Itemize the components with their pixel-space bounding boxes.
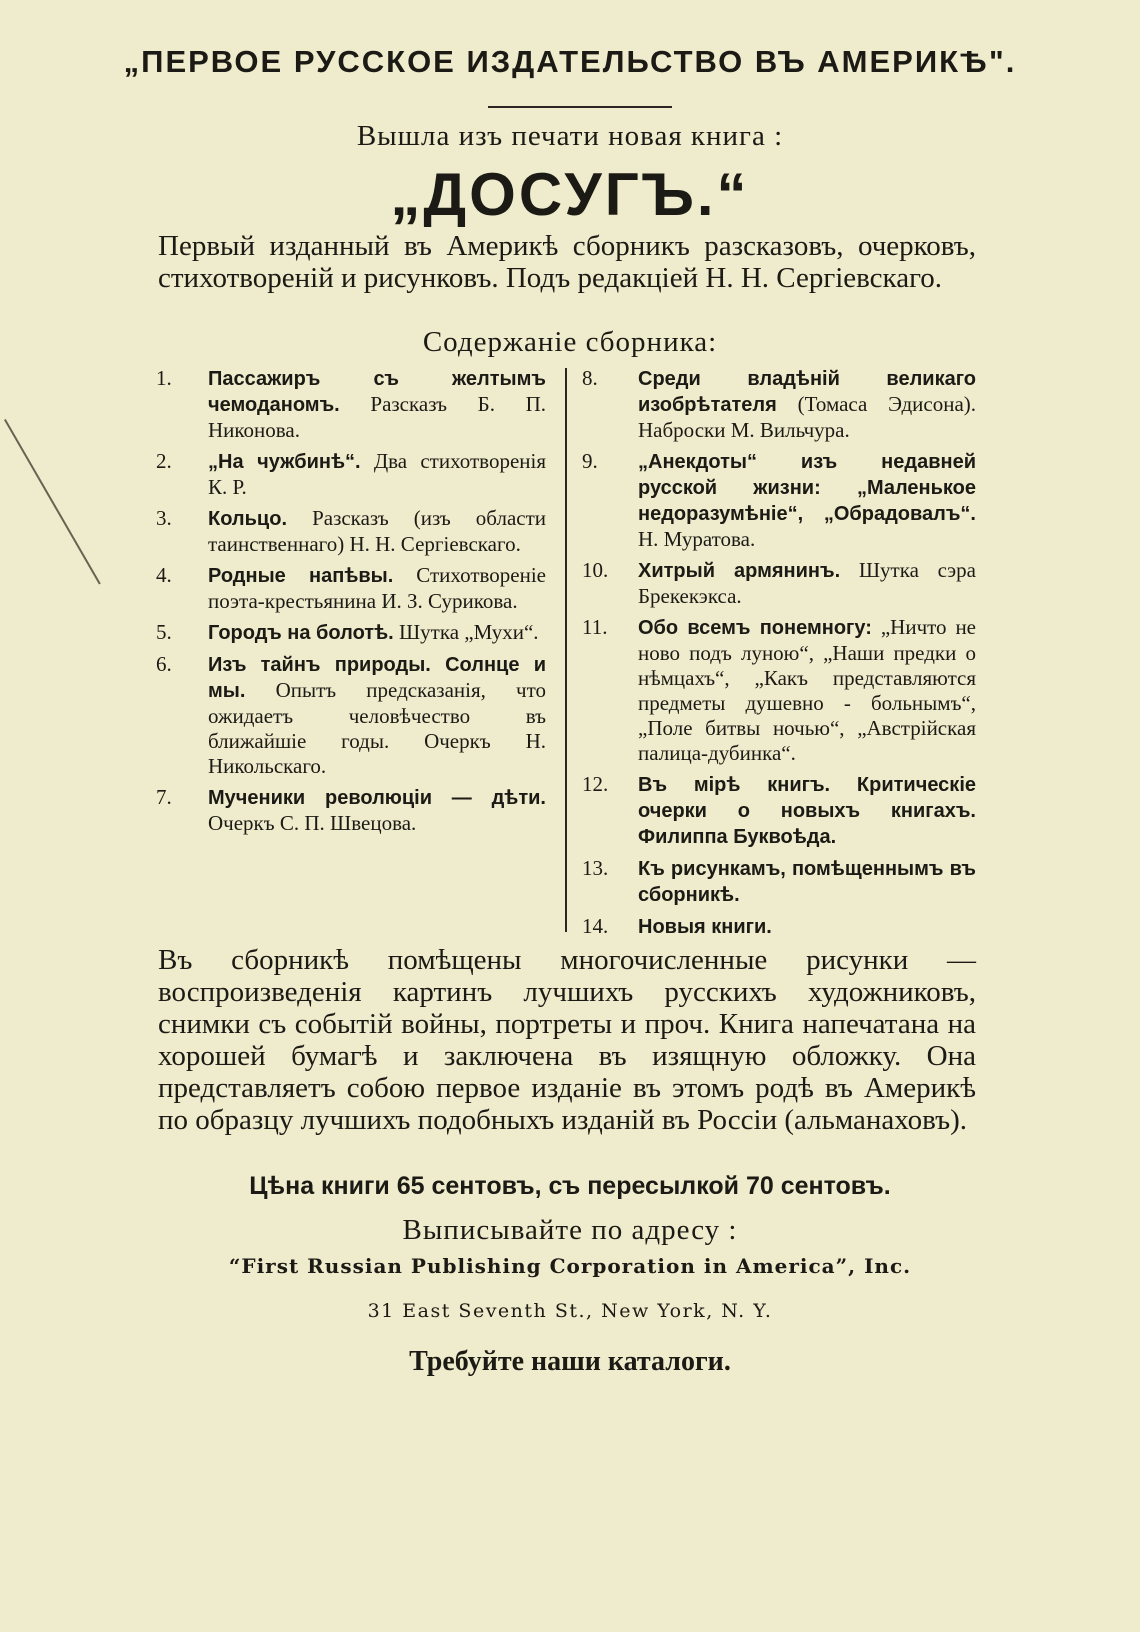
item-details: „Ничто не ново подъ луною“, „Наши предки о нѣмцахъ“, „Какъ представляются предметы душевно - больнымъ“, „Поле битвы ночью“, „Австрійская палица-дубинка“. — [638, 615, 977, 765]
item-number: 10. — [582, 558, 609, 582]
item-number: 12. — [582, 772, 609, 796]
item-details: Стихотвореніе поэта-крестьянина И. З. Сурикова. — [208, 563, 546, 613]
description-paragraph: Въ сборникѣ помѣщены многочисленные рисунки — воспроизведенія картинъ лучшихъ русскихъ художниковъ, снимки съ событій войны, портреты и проч. Книга напечатана на хорошей бумагѣ и заключена въ изящную обложку. Она представляетъ собою первое изданіе въ этомъ родѣ въ Америкѣ по образцу лучшихъ подобныхъ изданій въ Россіи (альманаховъ). — [158, 944, 976, 1136]
item-number: 11. — [582, 615, 608, 639]
item-details: Два стихотворенія К. Р. — [208, 449, 546, 499]
item-number: 9. — [582, 449, 598, 473]
item-title: Кольцо. — [208, 508, 287, 530]
contents-item — [582, 558, 976, 609]
item-number: 3. — [156, 506, 172, 530]
item-details: Шутка сэра Брекекэкса. — [638, 558, 977, 608]
item-title: Среди владѣній великаго изобрѣтателя — [638, 368, 976, 416]
margin-mark — [4, 419, 101, 585]
item-details: Разсказъ (изъ области таинственнаго) Н. Н. Сергіевскаго. — [208, 506, 547, 556]
item-title: Новыя книги. — [638, 916, 772, 938]
contents-item — [156, 563, 546, 614]
item-title: Обо всемъ понемногу: — [638, 617, 872, 639]
item-number: 8. — [582, 366, 598, 390]
contents-item — [582, 366, 976, 443]
item-number: 14. — [582, 914, 609, 938]
intro-paragraph: Первый изданный въ Америкѣ сборникъ разсказовъ, очерковъ, стихотвореній и рисунковъ. Подъ редакціей Н. Н. Сергіевскаго. — [158, 230, 976, 294]
item-title: Къ рисункамъ, помѣщеннымъ въ сборникѣ. — [638, 858, 976, 906]
publisher-heading: „ПЕРВОЕ РУССКОЕ ИЗДАТЕЛЬСТВО ВЪ АМЕРИКѢ". — [123, 44, 1017, 79]
item-title: „На чужбинѣ“. — [208, 451, 361, 473]
contents-item — [582, 914, 976, 940]
contents-right-column — [582, 366, 976, 946]
contents-item — [582, 615, 976, 766]
item-number: 4. — [156, 563, 172, 587]
item-number: 6. — [156, 652, 172, 676]
item-title: Мученики революціи — дѣти. — [208, 787, 546, 809]
catalog-request: Требуйте наши каталоги. — [409, 1346, 731, 1377]
item-title: Пассажиръ съ желтымъ чемоданомъ. — [208, 368, 546, 416]
contents-item — [582, 856, 976, 908]
item-details: Н. Муратова. — [638, 527, 756, 551]
item-title: Родные напѣвы. — [208, 565, 394, 587]
item-title: Городъ на болотѣ. — [208, 622, 394, 644]
contents-heading: Содержаніе сборника: — [422, 326, 718, 358]
divider-rule — [488, 106, 672, 108]
contents-item — [156, 620, 546, 646]
item-title: Изъ тайнъ природы. Солнце и мы. — [208, 654, 546, 702]
corporation-name: “First Russian Publishing Corporation in America”, Inc. — [228, 1254, 912, 1278]
item-title: Въ мірѣ книгъ. Критическіе очерки о новыхъ книгахъ. Филиппа Буквоѣда. — [638, 774, 976, 848]
item-title: Хитрый армянинъ. — [638, 560, 841, 582]
item-details: Очеркъ С. П. Швецова. — [208, 811, 417, 835]
price-line: Цѣна книги 65 сентовъ, съ пересылкой 70 сентовъ. — [249, 1172, 891, 1200]
book-title: „ДОСУГЪ.“ — [390, 161, 750, 228]
item-number: 7. — [156, 785, 172, 809]
item-number: 1. — [156, 366, 172, 390]
item-title: „Анекдоты“ изъ недавней русской жизни: „Маленькое недоразумѣніе“, „Обрадовалъ“. — [638, 451, 976, 525]
item-number: 2. — [156, 449, 172, 473]
contents-left-column — [156, 366, 546, 842]
contents-item — [156, 785, 546, 836]
order-prompt: Выписывайте по адресу : — [402, 1214, 738, 1246]
item-details: Шутка „Мухи“. — [398, 620, 539, 644]
item-number: 13. — [582, 856, 609, 880]
contents-item — [582, 772, 976, 850]
contents-item — [156, 449, 546, 500]
item-number: 5. — [156, 620, 172, 644]
postal-address: 31 East Seventh St., New York, N. Y. — [367, 1300, 773, 1322]
contents-item — [156, 652, 546, 779]
contents-item — [156, 506, 546, 557]
announcement: Вышла изъ печати новая книга : — [356, 120, 784, 152]
column-divider — [565, 368, 567, 932]
item-details: Опытъ предсказанія, что ожидаетъ человѣчество въ ближайшіе годы. Очеркъ Н. Никольскаго. — [208, 678, 546, 778]
item-details: (Томаса Эдисона). Наброски М. Вильчура. — [638, 392, 977, 442]
contents-item — [582, 449, 976, 552]
contents-item — [156, 366, 546, 443]
item-details: Разсказъ Б. П. Никонова. — [208, 392, 547, 442]
